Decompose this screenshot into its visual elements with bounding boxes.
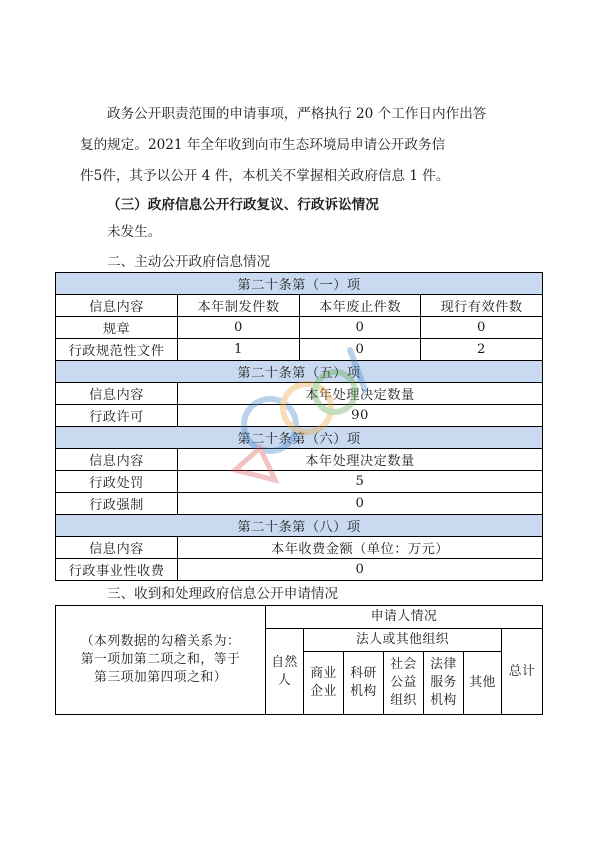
- note-line: 第三项加第四项之和）: [94, 670, 227, 685]
- other-header: [464, 652, 502, 715]
- text-line: 公益: [390, 675, 417, 690]
- total-header: 总计: [502, 629, 543, 715]
- header-issued-count: 本年制发件数: [178, 295, 300, 317]
- text-line: 社会: [390, 657, 417, 672]
- application-handling-table: [55, 605, 543, 715]
- text-line: 法律: [430, 657, 457, 672]
- note-line: （本列数据的勾稽关系为：: [80, 634, 241, 649]
- row-label: 行政事业性收费: [56, 559, 178, 581]
- cell-value: 0: [178, 559, 543, 581]
- table-row: [56, 559, 543, 581]
- row-label: 行政许可: [56, 405, 178, 427]
- text-line: 商业: [310, 666, 337, 681]
- no-occurrence-text: 未发生。: [107, 224, 162, 240]
- text-line: 机构: [350, 684, 377, 699]
- article-20-5-title: 第二十条第（五）项: [56, 361, 543, 383]
- cell-value: 5: [178, 471, 543, 493]
- paragraph-disclosure-handling: [80, 99, 520, 192]
- article-20-6-title: 第二十条第（六）项: [56, 427, 543, 449]
- text-line: 复的规定。2021 年全年收到向市生态环境局申请公开政务信: [80, 137, 446, 153]
- legal-service-org-header: [424, 652, 464, 715]
- text-line: 其他: [469, 675, 496, 690]
- text-line: 自然: [271, 654, 298, 670]
- header-fee-amount: 本年收费金额（单位：万元）: [178, 537, 543, 559]
- header-valid-count: 现行有效件数: [421, 295, 543, 317]
- cell-value: 0: [300, 317, 421, 339]
- commercial-enterprise-header: [304, 652, 344, 715]
- article-20-1-title: 第二十条第（一）项: [56, 273, 543, 295]
- text-line: 机构: [430, 693, 457, 708]
- row-label: 行政处罚: [56, 471, 178, 493]
- text-line: 件5件，其予以公开 4 件，本机关不掌握相关政府信息 1 件。: [80, 168, 450, 184]
- row-label: 规章: [56, 317, 178, 339]
- cell-value: 1: [178, 339, 300, 361]
- text-line: 科研: [350, 666, 377, 681]
- article-20-8-title: 第二十条第（八）项: [56, 515, 543, 537]
- header-info-content: 信息内容: [56, 537, 178, 559]
- note-line: 第一项加第二项之和，等于: [80, 652, 241, 667]
- cell-value: 0: [178, 317, 300, 339]
- cell-value: 2: [421, 339, 543, 361]
- text-line: 服务: [430, 675, 457, 690]
- section3-title: 三、收到和处理政府信息公开申请情况: [107, 586, 339, 602]
- header-decision-count: 本年处理决定数量: [178, 449, 543, 471]
- text-line: 人: [277, 672, 292, 688]
- subheading-review-litigation: （三）政府信息公开行政复议、行政诉讼情况: [107, 197, 379, 213]
- row-label: 行政强制: [56, 493, 178, 515]
- reconciliation-note: [56, 606, 266, 715]
- cell-value: 0: [178, 493, 543, 515]
- applicant-situation-header: 申请人情况: [266, 606, 543, 629]
- section2-title: 二、主动公开政府信息情况: [107, 254, 271, 270]
- cell-value: 90: [178, 405, 543, 427]
- public-welfare-org-header: [384, 652, 424, 715]
- watermark-logo-icon: [215, 330, 385, 500]
- legal-entity-header: 法人或其他组织: [304, 629, 502, 652]
- research-institution-header: [344, 652, 384, 715]
- text-line: 组织: [390, 693, 417, 708]
- row-label: 行政规范性文件: [56, 339, 178, 361]
- cell-value: 0: [421, 317, 543, 339]
- header-decision-count: 本年处理决定数量: [178, 383, 543, 405]
- cell-value: 0: [300, 339, 421, 361]
- header-info-content: 信息内容: [56, 295, 178, 317]
- text-line: 政务公开职责范围的申请事项，严格执行 20 个工作日内作出答: [107, 106, 487, 122]
- header-info-content: 信息内容: [56, 449, 178, 471]
- header-info-content: 信息内容: [56, 383, 178, 405]
- header-abolished-count: 本年废止件数: [300, 295, 421, 317]
- natural-person-header: [266, 629, 304, 715]
- text-line: 企业: [310, 684, 337, 699]
